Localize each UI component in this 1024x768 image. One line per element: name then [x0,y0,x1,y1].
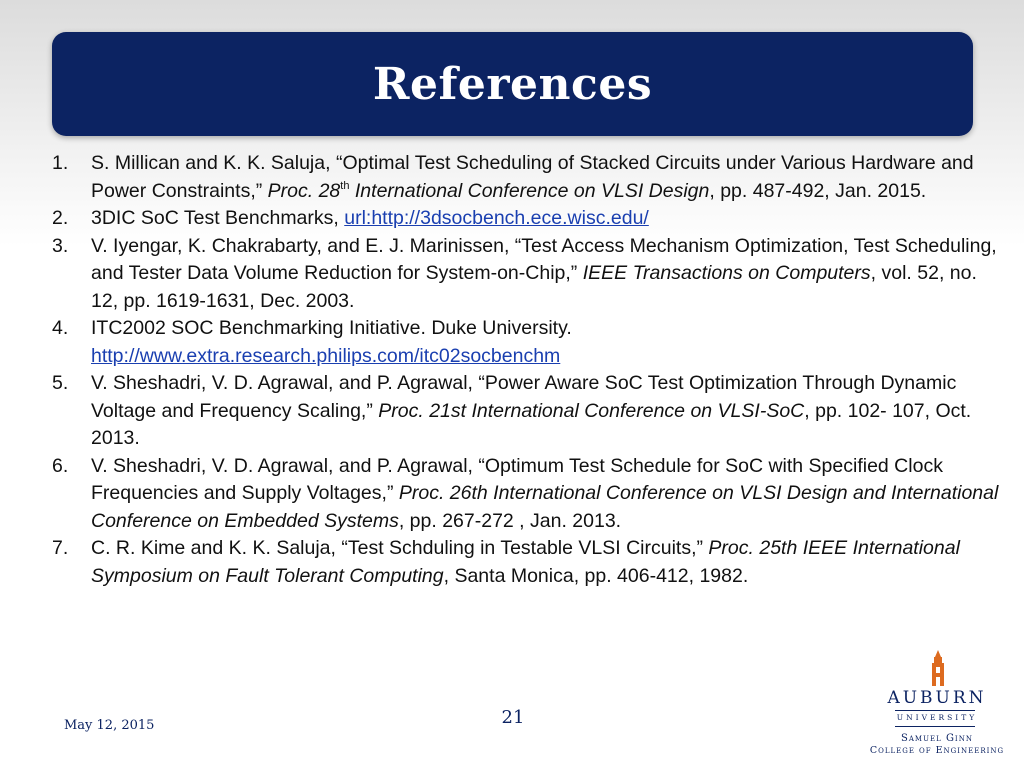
reference-item [52,315,1002,370]
reference-italic: Proc. 28 [267,179,341,202]
reference-number: 1. [52,152,69,174]
reference-text [91,370,1002,453]
reference-segment: , pp. 267-272 , Jan. 2013. [398,509,622,532]
footer-date: May 12, 2015 [64,718,155,733]
reference-item [52,370,1002,453]
reference-text [91,150,1002,205]
reference-number: 4. [52,317,69,339]
reference-segment: , vol. 52, no. 12, pp. 1619-1631, Dec. 2003. [91,262,977,312]
reference-segment: S. Millican and K. K. Saluja, “Optimal Test Scheduling of Stacked Circuits under Various Hardware and Power Constraints,” [91,152,974,202]
reference-segment: V. Iyengar, K. Chakrabarty, and E. J. Marinissen, “Test Access Mechanism Optimization, Test Scheduling, and Tester Data Volume Reduction for System-on-Chip,” [91,234,997,284]
logo-rule-top [895,710,975,711]
reference-text [91,315,1002,370]
reference-text [91,233,1002,316]
reference-text [91,535,1002,590]
reference-number: 7. [52,537,69,559]
logo-college-line1: Samuel Ginn [901,733,973,744]
reference-number: 2. [52,207,69,229]
reference-link[interactable]: http://www.extra.research.philips.com/itc02socbenchm [91,344,561,367]
reference-number: 6. [52,454,69,477]
reference-list [52,150,1002,590]
slide-title: References [372,58,653,110]
reference-italic: IEEE Transactions on Computers [582,262,871,284]
logo-university: UNIVERSITY [896,713,978,722]
reference-segment: , Santa Monica, pp. 406-412, 1982. [443,564,749,587]
reference-text [91,205,1002,233]
reference-segment: 3DIC SoC Test Benchmarks, [91,207,345,229]
reference-italic: International Conference on VLSI Design [349,179,710,202]
reference-text [91,453,1002,536]
reference-segment: V. Sheshadri, V. D. Agrawal, and P. Agrawal, “Optimum Test Schedule for SoC with Specified Clock Frequencies and Supply Voltages,” [91,454,943,504]
logo-rule-bottom [895,726,975,727]
reference-item [52,535,1002,590]
logo-name: AUBURN [887,688,987,708]
title-bar [52,32,973,136]
reference-superscript: th [340,179,350,192]
tower-icon [928,650,948,686]
reference-number: 5. [52,372,69,394]
reference-item [52,150,1002,205]
reference-link[interactable]: url:http://3dsocbench.ece.wisc.edu/ [344,207,649,229]
reference-segment: ITC2002 SOC Benchmarking Initiative. Duke University. [91,317,572,339]
reference-item [52,205,1002,233]
reference-number: 3. [52,234,69,257]
reference-segment: , pp. 102- 107, Oct. 2013. [91,399,972,449]
reference-italic: Proc. 25th IEEE International Symposium on Fault Tolerant Computing [91,537,960,587]
logo-college-line2: College of Engineering [869,745,1005,756]
reference-italic: Proc. 21st International Conference on VLSI-SoC [378,399,805,422]
page-number: 21 [501,707,525,728]
reference-item [52,453,1002,536]
reference-segment: C. R. Kime and K. K. Saluja, “Test Schduling in Testable VLSI Circuits,” [91,537,709,559]
reference-segment: , pp. 487-492, Jan. 2015. [709,179,927,202]
auburn-logo [862,646,1012,758]
reference-italic: Proc. 26th International Conference on VLSI Design and International Conference on Embedded Systems [91,482,999,532]
reference-segment: V. Sheshadri, V. D. Agrawal, and P. Agrawal, “Power Aware SoC Test Optimization Through Dynamic Voltage and Frequency Scaling,” [91,372,957,422]
reference-item [52,233,1002,316]
